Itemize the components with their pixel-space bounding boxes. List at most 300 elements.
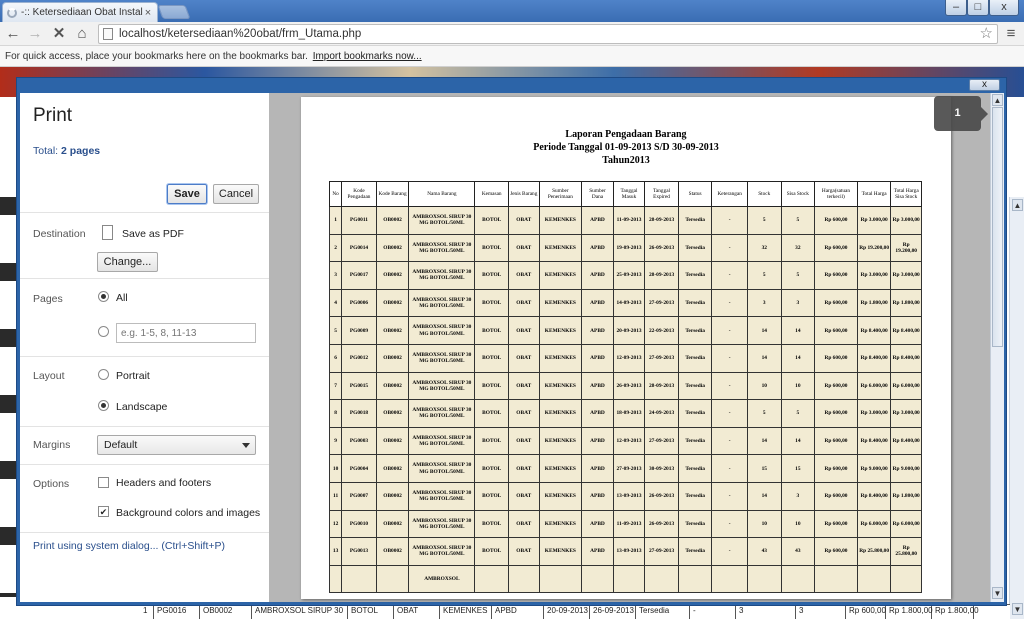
table-cell: BOTOL: [475, 207, 509, 235]
table-row: [330, 510, 922, 538]
table-cell: 27-09-2013: [645, 427, 679, 455]
table-cell: OB0002: [376, 262, 409, 290]
table-cell: PG0011: [342, 207, 377, 235]
table-cell: 14: [748, 427, 782, 455]
table-cell: APBD: [582, 344, 614, 372]
table-cell: Rp 6.000,00: [891, 372, 922, 400]
table-cell: OB0002: [376, 427, 409, 455]
table-cell: OB0002: [376, 510, 409, 538]
table-cell: 11-09-2013: [613, 207, 645, 235]
table-cell: APBD: [582, 482, 614, 510]
bookmarks-hint: For quick access, place your bookmarks here on the bookmarks bar.: [5, 51, 308, 62]
table-cell: BOTOL: [475, 455, 509, 483]
margins-label: Margins: [33, 439, 71, 451]
table-cell: 3: [330, 262, 342, 290]
print-dialog: [16, 77, 1007, 606]
table-cell: 8: [330, 400, 342, 428]
column-header: Total Harga Sisa Stock: [891, 182, 922, 207]
column-header: Jenis Barang: [509, 182, 540, 207]
divider: [20, 356, 269, 357]
divider: [20, 532, 269, 533]
print-preview-pane: [269, 93, 990, 602]
table-cell: Rp 600,00: [815, 400, 858, 428]
column-header: Kode Barang: [376, 182, 409, 207]
table-row: [330, 427, 922, 455]
table-cell: 26-09-2013: [645, 510, 679, 538]
portrait-radio[interactable]: [98, 369, 109, 380]
table-cell: APBD: [582, 234, 614, 262]
browser-menu-button[interactable]: ≡: [1006, 25, 1016, 42]
window-title-bar: [0, 0, 1024, 22]
table-cell: PG0009: [342, 317, 377, 345]
table-cell: PG0010: [342, 510, 377, 538]
scroll-up-icon[interactable]: ▲: [1013, 201, 1022, 210]
table-cell: PG0014: [342, 234, 377, 262]
new-tab-button[interactable]: [157, 5, 190, 19]
browser-toolbar: [0, 22, 1024, 46]
window-close-button[interactable]: x: [989, 0, 1019, 16]
table-cell: 22-09-2013: [645, 317, 679, 345]
pages-all-radio[interactable]: [98, 291, 109, 302]
table-cell: Tersedia: [678, 400, 712, 428]
table-cell: KEMENKES: [539, 482, 582, 510]
table-cell: BOTOL: [475, 482, 509, 510]
table-cell: OBAT: [509, 207, 540, 235]
table-cell: PG0007: [342, 482, 377, 510]
table-cell: -: [712, 455, 748, 483]
table-cell: Rp 8.400,00: [857, 317, 891, 345]
table-cell: OBAT: [509, 482, 540, 510]
table-cell: 3: [748, 289, 782, 317]
table-cell: KEMENKES: [539, 538, 582, 566]
report-period: Periode Tanggal 01-09-2013 S/D 30-09-2013: [533, 142, 719, 153]
table-cell: 27-09-2013: [645, 289, 679, 317]
table-cell: Rp 3.000,00: [857, 400, 891, 428]
table-cell: Tersedia: [678, 538, 712, 566]
table-cell: 10: [330, 455, 342, 483]
table-cell: 19-09-2013: [613, 234, 645, 262]
table-cell: 12-09-2013: [613, 344, 645, 372]
table-cell: Rp 1.800,00: [891, 482, 922, 510]
table-cell: BOTOL: [475, 289, 509, 317]
table-cell: 28-09-2013: [645, 372, 679, 400]
background-table-cell: AMBROXSOL SIRUP 30: [252, 605, 348, 619]
table-cell: Rp 600,00: [815, 482, 858, 510]
table-cell: Tersedia: [678, 427, 712, 455]
table-cell: Rp 8.400,00: [857, 427, 891, 455]
table-row: [330, 400, 922, 428]
table-cell: AMBROXSOL SIRUP 30 MG BOTOL/50ML: [409, 400, 475, 428]
table-header-row: [330, 182, 922, 207]
table-body: [330, 207, 922, 593]
page-left-menu: [0, 197, 16, 597]
table-cell: KEMENKES: [539, 344, 582, 372]
table-cell: 10: [748, 372, 782, 400]
address-bar[interactable]: [98, 24, 998, 44]
table-cell: 26-09-2013: [645, 482, 679, 510]
table-cell: OB0002: [376, 234, 409, 262]
table-cell: 14: [748, 344, 782, 372]
table-cell: Tersedia: [678, 482, 712, 510]
report-year: Tahun2013: [602, 155, 650, 166]
window-minimize-button[interactable]: –: [945, 0, 967, 16]
table-cell: Rp 8.400,00: [857, 344, 891, 372]
table-cell: PG0012: [342, 344, 377, 372]
divider: [20, 212, 269, 213]
table-cell: Rp 600,00: [815, 427, 858, 455]
page-number-badge: 1: [934, 96, 981, 131]
change-destination-button[interactable]: Change...: [97, 252, 158, 272]
column-header: Keterangan: [712, 182, 748, 207]
table-cell: Rp 8.400,00: [891, 427, 922, 455]
table-cell: 3: [781, 289, 815, 317]
background-colors-label: Background colors and images: [116, 507, 261, 519]
table-cell: [539, 565, 582, 593]
table-cell: [891, 565, 922, 593]
table-row: [330, 482, 922, 510]
pages-custom-radio[interactable]: [98, 326, 109, 337]
table-cell: Tersedia: [678, 344, 712, 372]
url-text[interactable]: localhost/ketersediaan%20obat/frm_Utama.php: [119, 28, 362, 40]
table-cell: BOTOL: [475, 427, 509, 455]
table-cell: OB0002: [376, 344, 409, 372]
table-cell: [376, 565, 409, 593]
page-scrollbar[interactable]: [1009, 197, 1024, 619]
table-cell: OBAT: [509, 455, 540, 483]
table-cell: OB0002: [376, 289, 409, 317]
table-cell: 26-09-2013: [613, 372, 645, 400]
table-cell: Rp 8.400,00: [857, 482, 891, 510]
table-cell: Rp 3.000,00: [891, 262, 922, 290]
report-title: Laporan Pengadaan Barang: [565, 129, 687, 140]
table-cell: 27-09-2013: [613, 455, 645, 483]
background-table-cell: BOTOL: [348, 605, 394, 619]
pdf-file-icon: [102, 225, 113, 240]
table-row: [330, 372, 922, 400]
table-cell: 1: [330, 207, 342, 235]
table-cell: 28-09-2013: [645, 207, 679, 235]
table-cell: AMBROXSOL SIRUP 30 MG BOTOL/50ML: [409, 207, 475, 235]
table-cell: APBD: [582, 427, 614, 455]
table-cell: -: [712, 372, 748, 400]
table-row: [330, 317, 922, 345]
table-cell: KEMENKES: [539, 207, 582, 235]
table-row: [330, 234, 922, 262]
table-cell: [582, 565, 614, 593]
table-cell: APBD: [582, 372, 614, 400]
table-cell: Rp 600,00: [815, 344, 858, 372]
column-header: Harga(satuan terkecil): [815, 182, 858, 207]
table-cell: Rp 1.800,00: [891, 289, 922, 317]
dialog-close-button[interactable]: x: [969, 79, 1000, 91]
table-row: [330, 289, 922, 317]
table-cell: AMBROXSOL SIRUP 30 MG BOTOL/50ML: [409, 372, 475, 400]
table-cell: 9: [330, 427, 342, 455]
options-label: Options: [33, 478, 70, 490]
column-header: Kode Pengadaan: [342, 182, 377, 207]
table-cell: [857, 565, 891, 593]
margins-select[interactable]: [97, 435, 256, 455]
table-cell: 24-09-2013: [645, 400, 679, 428]
table-cell: OB0002: [376, 372, 409, 400]
column-header: Status: [678, 182, 712, 207]
table-cell: [342, 565, 377, 593]
table-cell: OB0002: [376, 400, 409, 428]
table-row: [330, 455, 922, 483]
background-table-cell: 1: [140, 605, 154, 619]
background-table-cell: 26-09-2013: [590, 605, 636, 619]
table-cell: Rp 25.800,00: [891, 538, 922, 566]
forward-button[interactable]: →: [27, 25, 43, 42]
table-cell: PG0017: [342, 262, 377, 290]
table-cell: Rp 6.000,00: [891, 510, 922, 538]
table-cell: AMBROXSOL SIRUP 30 MG BOTOL/50ML: [409, 510, 475, 538]
table-cell: Rp 19.200,00: [857, 234, 891, 262]
table-cell: [781, 565, 815, 593]
system-dialog-link[interactable]: Print using system dialog... (Ctrl+Shift+P): [33, 540, 225, 552]
table-cell: BOTOL: [475, 262, 509, 290]
table-cell: 10: [781, 372, 815, 400]
scroll-up-icon[interactable]: ▲: [993, 96, 1002, 105]
save-button[interactable]: Save: [167, 184, 207, 204]
table-cell: [748, 565, 782, 593]
headers-footers-checkbox[interactable]: [98, 477, 109, 488]
table-cell: OBAT: [509, 262, 540, 290]
table-cell: -: [712, 234, 748, 262]
table-cell: Rp 3.000,00: [891, 400, 922, 428]
print-settings-panel: [20, 93, 269, 602]
report-table: [329, 181, 922, 593]
cancel-button[interactable]: Cancel: [213, 184, 259, 204]
landscape-radio[interactable]: [98, 400, 109, 411]
table-cell: OBAT: [509, 510, 540, 538]
table-cell: OBAT: [509, 372, 540, 400]
divider: [20, 426, 269, 427]
table-cell: Rp 8.400,00: [891, 317, 922, 345]
table-cell: [678, 565, 712, 593]
table-cell: 5: [781, 400, 815, 428]
table-cell: OBAT: [509, 234, 540, 262]
table-cell: Tersedia: [678, 207, 712, 235]
total-label: Total:: [33, 145, 59, 157]
table-cell: 27-09-2013: [645, 538, 679, 566]
total-pages-value: 2 pages: [61, 145, 101, 157]
home-button[interactable]: ⌂: [77, 25, 87, 42]
table-cell: Tersedia: [678, 455, 712, 483]
bookmarks-bar: [0, 46, 1024, 67]
preview-scrollbar[interactable]: [990, 93, 1004, 602]
tab-close-button[interactable]: ×: [144, 6, 152, 19]
table-cell: APBD: [582, 289, 614, 317]
background-table-cell: 3: [796, 605, 846, 619]
table-cell: Rp 6.000,00: [857, 372, 891, 400]
table-cell: APBD: [582, 510, 614, 538]
table-cell: [475, 565, 509, 593]
table-cell: PG0018: [342, 400, 377, 428]
table-cell: Rp 3.000,00: [857, 207, 891, 235]
pages-all-label: All: [116, 292, 128, 304]
layout-label: Layout: [33, 370, 65, 382]
table-cell: 5: [781, 207, 815, 235]
table-cell: AMBROXSOL SIRUP 30 MG BOTOL/50ML: [409, 289, 475, 317]
table-cell: Rp 600,00: [815, 372, 858, 400]
background-table-cell: Tersedia: [636, 605, 690, 619]
table-cell: 32: [748, 234, 782, 262]
table-cell: 13-09-2013: [613, 482, 645, 510]
table-cell: OBAT: [509, 317, 540, 345]
table-cell: APBD: [582, 317, 614, 345]
table-cell: 3: [781, 482, 815, 510]
margins-value: Default: [104, 439, 138, 451]
table-cell: Rp 600,00: [815, 538, 858, 566]
table-row: [330, 565, 922, 593]
table-cell: OBAT: [509, 538, 540, 566]
table-cell: 20-09-2013: [613, 317, 645, 345]
table-cell: 7: [330, 372, 342, 400]
table-cell: -: [712, 427, 748, 455]
table-cell: 12: [330, 510, 342, 538]
table-cell: KEMENKES: [539, 400, 582, 428]
preview-page: [301, 97, 951, 599]
table-row: [330, 207, 922, 235]
table-cell: Rp 600,00: [815, 455, 858, 483]
table-cell: 14: [781, 317, 815, 345]
window-maximize-button[interactable]: □: [967, 0, 989, 16]
table-cell: PG0015: [342, 372, 377, 400]
print-title: Print: [33, 105, 73, 126]
table-cell: 4: [330, 289, 342, 317]
back-button[interactable]: ←: [5, 25, 21, 42]
table-cell: PG0004: [342, 455, 377, 483]
table-cell: KEMENKES: [539, 234, 582, 262]
table-cell: -: [712, 400, 748, 428]
background-table-row: [140, 604, 1010, 619]
table-cell: KEMENKES: [539, 262, 582, 290]
table-cell: 15: [748, 455, 782, 483]
table-cell: Tersedia: [678, 510, 712, 538]
table-cell: 11: [330, 482, 342, 510]
background-table-cell: OB0002: [200, 605, 252, 619]
table-cell: BOTOL: [475, 400, 509, 428]
table-cell: PG0003: [342, 427, 377, 455]
bookmark-star-icon[interactable]: ☆: [979, 25, 993, 42]
table-cell: -: [712, 538, 748, 566]
headers-footers-label: Headers and footers: [116, 477, 212, 489]
background-table-cell: 3: [736, 605, 796, 619]
table-cell: 13: [330, 538, 342, 566]
table-cell: -: [712, 482, 748, 510]
column-header: Sisa Stock: [781, 182, 815, 207]
table-cell: 15: [781, 455, 815, 483]
table-cell: 5: [748, 400, 782, 428]
table-cell: [645, 565, 679, 593]
scroll-down-icon[interactable]: ▼: [1013, 605, 1022, 614]
chevron-down-icon: [242, 443, 250, 448]
scrollbar-thumb[interactable]: [992, 107, 1003, 347]
tab-title: -:: Ketersediaan Obat Instal: [21, 7, 143, 18]
table-cell: BOTOL: [475, 317, 509, 345]
landscape-label: Landscape: [116, 401, 168, 413]
table-cell: PG0013: [342, 538, 377, 566]
table-cell: 5: [330, 317, 342, 345]
table-cell: -: [712, 262, 748, 290]
table-cell: -: [712, 344, 748, 372]
table-cell: 14: [781, 427, 815, 455]
column-header: Kemasan: [475, 182, 509, 207]
table-cell: Rp 3.000,00: [891, 207, 922, 235]
table-cell: AMBROXSOL SIRUP 30 MG BOTOL/50ML: [409, 262, 475, 290]
table-cell: 25-09-2013: [613, 262, 645, 290]
table-cell: Tersedia: [678, 317, 712, 345]
table-cell: 2: [330, 234, 342, 262]
stop-loading-button[interactable]: ✕: [52, 25, 66, 42]
table-cell: Tersedia: [678, 289, 712, 317]
table-cell: PG0006: [342, 289, 377, 317]
table-cell: APBD: [582, 207, 614, 235]
destination-label: Destination: [33, 228, 86, 240]
table-cell: KEMENKES: [539, 510, 582, 538]
table-cell: Rp 3.000,00: [857, 262, 891, 290]
table-row: [330, 538, 922, 566]
table-cell: Tersedia: [678, 262, 712, 290]
table-cell: AMBROXSOL SIRUP 30 MG BOTOL/50ML: [409, 482, 475, 510]
import-bookmarks-link[interactable]: Import bookmarks now...: [312, 51, 422, 62]
scroll-down-icon[interactable]: ▼: [993, 589, 1002, 598]
table-cell: Rp 9.000,00: [857, 455, 891, 483]
table-cell: KEMENKES: [539, 317, 582, 345]
column-header: Sumber Dana: [582, 182, 614, 207]
table-cell: 28-09-2013: [645, 262, 679, 290]
pages-label: Pages: [33, 293, 63, 305]
browser-tab[interactable]: [2, 2, 158, 22]
table-cell: 18-09-2013: [613, 400, 645, 428]
total-pages: [33, 145, 100, 157]
pages-range-input[interactable]: [116, 323, 256, 343]
table-cell: 26-09-2013: [645, 234, 679, 262]
table-cell: Rp 600,00: [815, 289, 858, 317]
column-header: No: [330, 182, 342, 207]
table-cell: APBD: [582, 262, 614, 290]
background-table-cell: Rp 1.800,00: [886, 605, 932, 619]
table-cell: 32: [781, 234, 815, 262]
background-table-cell: OBAT: [394, 605, 440, 619]
table-cell: [815, 565, 858, 593]
table-cell: OB0002: [376, 455, 409, 483]
background-colors-checkbox[interactable]: ✔: [99, 507, 108, 517]
table-cell: -: [712, 317, 748, 345]
table-cell: AMBROXSOL SIRUP 30 MG BOTOL/50ML: [409, 234, 475, 262]
table-cell: 30-09-2013: [645, 455, 679, 483]
table-cell: 13-09-2013: [613, 538, 645, 566]
table-cell: Rp 600,00: [815, 262, 858, 290]
column-header: Tanggal Masuk: [613, 182, 645, 207]
table-cell: OB0002: [376, 538, 409, 566]
table-cell: APBD: [582, 455, 614, 483]
table-cell: OB0002: [376, 482, 409, 510]
table-cell: 14-09-2013: [613, 289, 645, 317]
table-cell: APBD: [582, 400, 614, 428]
table-cell: 11-09-2013: [613, 510, 645, 538]
divider: [20, 278, 269, 279]
table-cell: OB0002: [376, 207, 409, 235]
table-cell: 5: [781, 262, 815, 290]
table-cell: 14: [748, 317, 782, 345]
table-cell: OBAT: [509, 400, 540, 428]
column-header: Tanggal Expired: [645, 182, 679, 207]
table-cell: 10: [748, 510, 782, 538]
table-cell: 27-09-2013: [645, 344, 679, 372]
table-cell: 14: [781, 344, 815, 372]
